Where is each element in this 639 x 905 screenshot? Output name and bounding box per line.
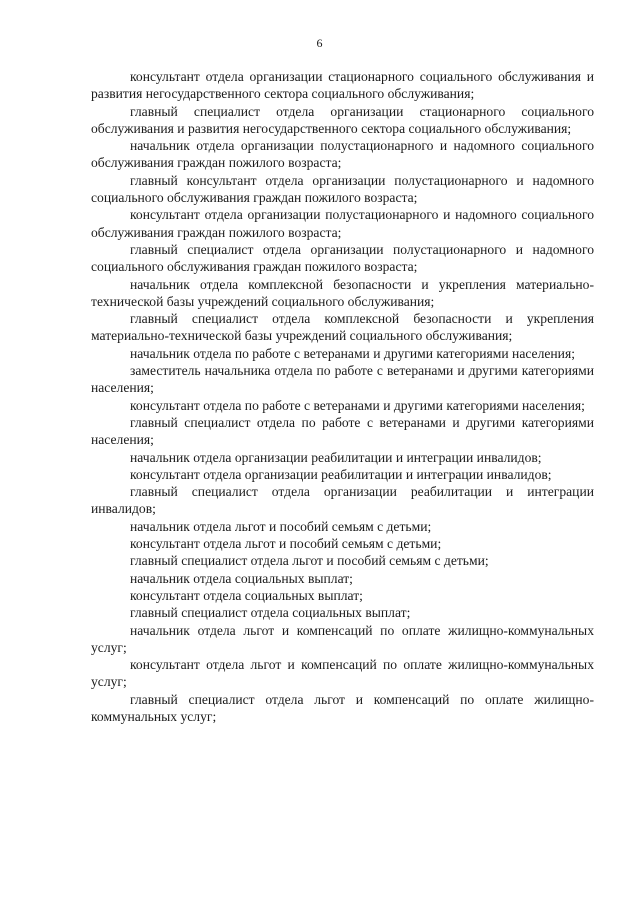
list-item: главный специалист отдела организации полустационарного и надомного социального обслуживания граждан пожилого возраста; — [91, 241, 594, 275]
list-item: главный специалист отдела льгот и пособий семьям с детьми; — [130, 553, 489, 569]
list-item: начальник отдела организации реабилитации и интеграции инвалидов; — [130, 449, 542, 465]
list-item: заместитель начальника отдела по работе с ветеранами и другими категориями населения; — [91, 363, 594, 396]
list-item: главный специалист отдела социальных выплат; — [130, 605, 411, 621]
list-item: главный специалист отдела по работе с ветеранами и другими категориями населения; — [91, 414, 594, 448]
list-item: главный специалист отдела организации реабилитации и интеграции инвалидов; — [91, 484, 594, 517]
list-item: начальник отдела организации полустационарного и надомного социального обслуживания граждан пожилого возраста; — [91, 138, 594, 171]
list-item: начальник отдела социальных выплат; — [130, 570, 353, 586]
list-item: главный консультант отдела организации полустационарного и надомного социального обслуживания граждан пожилого возраста; — [91, 172, 594, 206]
list-item: консультант отдела организации реабилитации и интеграции инвалидов; — [130, 466, 552, 482]
list-item: главный специалист отдела организации стационарного социального обслуживания и развития негосударственного сектора социального обслуживания; — [91, 103, 594, 136]
list-item: консультант отдела льгот и пособий семьям с детьми; — [130, 536, 442, 552]
list-item: консультант отдела социальных выплат; — [130, 587, 363, 603]
list-item: начальник отдела по работе с ветеранами и другими категориями населения; — [130, 345, 575, 361]
list-item: консультант отдела организации полустационарного и надомного социального обслуживания граждан пожилого возраста; — [91, 207, 594, 240]
list-item: консультант отдела организации стационарного социального обслуживания и развития негосударственного сектора социального обслуживания; — [91, 69, 594, 102]
list-item: начальник отдела льгот и пособий семьям с детьми; — [130, 518, 432, 534]
list-item: консультант отдела льгот и компенсаций по оплате жилищно-коммунальных услуг; — [91, 657, 594, 690]
document-body — [91, 68, 594, 725]
list-item: начальник отдела льгот и компенсаций по оплате жилищно-коммунальных услуг; — [91, 622, 594, 655]
list-item: главный специалист отдела комплексной безопасности и укрепления материально-технической базы учреждений социального обслуживания; — [91, 311, 594, 344]
list-item: главный специалист отдела льгот и компенсаций по оплате жилищно-коммунальных услуг; — [91, 691, 594, 724]
list-item: консультант отдела по работе с ветеранами и другими категориями населения; — [130, 397, 585, 413]
list-item: начальник отдела комплексной безопасности и укрепления материально-технической базы учреждений социального обслуживания; — [91, 276, 594, 309]
page-number: 6 — [316, 36, 323, 50]
